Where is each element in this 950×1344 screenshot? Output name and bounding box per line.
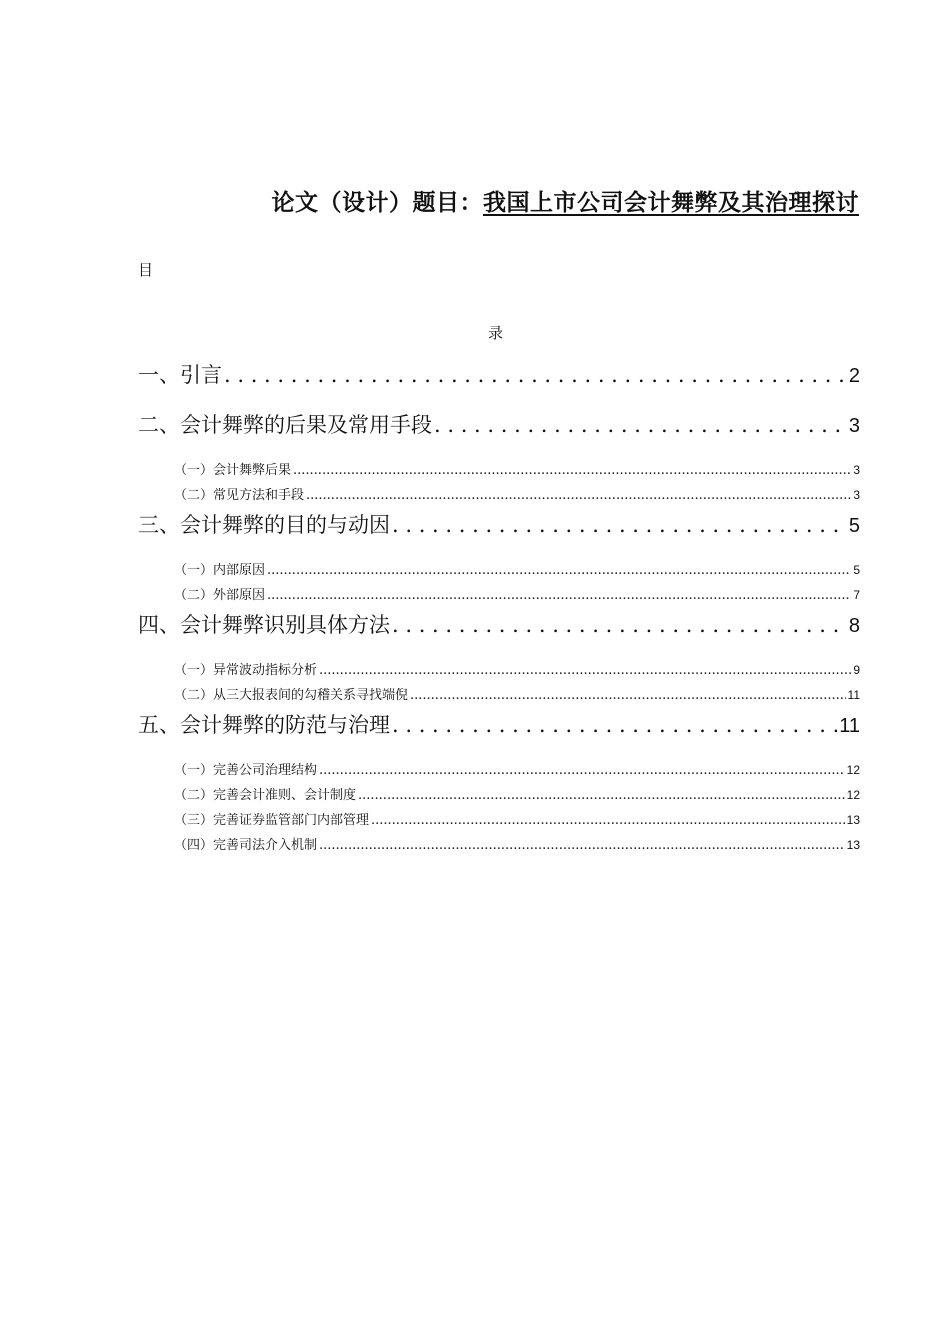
thesis-title-label: 论文（设计）题目： [271,189,483,216]
thesis-title [272,184,860,217]
toc-entry-page: 5 [848,515,860,537]
toc-dot-leader [293,461,851,481]
toc-entry-page: 9 [853,663,860,677]
toc-dot-leader [392,510,847,540]
toc-entry-section[interactable] [138,785,860,810]
toc-entry-page: 11 [847,688,860,702]
toc-entry-page: 7 [853,588,860,602]
toc-entry-chapter[interactable] [138,610,860,660]
toc-entry-text: 三、会计舞弊的目的与动因 [138,513,390,537]
table-of-contents [138,360,860,860]
toc-entry-page: 13 [846,813,860,827]
toc-entry-section[interactable] [138,685,860,710]
toc-entry-section[interactable] [138,835,860,860]
toc-entry-section[interactable] [138,460,860,485]
toc-entry-text: 一、引言 [138,363,222,387]
toc-entry-page: 12 [846,763,860,777]
toc-entry-section[interactable] [138,660,860,685]
toc-entry-section[interactable] [138,760,860,785]
toc-entry-text: 四、会计舞弊识别具体方法 [138,613,390,637]
toc-entry-text: （一）会计舞弊后果 [174,463,292,478]
toc-entry-text: （四）完善司法介入机制 [174,838,318,853]
toc-entry-section[interactable] [138,810,860,835]
toc-entry-page: 2 [848,365,860,387]
toc-dot-leader [358,786,845,806]
toc-dot-leader [392,710,837,740]
toc-entry-section[interactable] [138,485,860,510]
toc-dot-leader [319,836,845,856]
thesis-title-value: 我国上市公司会计舞弊及其治理探讨 [483,189,859,216]
toc-entry-chapter[interactable] [138,410,860,460]
toc-entry-text: （二）完善会计准则、会计制度 [174,788,357,803]
toc-entry-text: （一）完善公司治理结构 [174,763,318,778]
toc-entry-page: 13 [846,838,860,852]
toc-entry-page: 12 [846,788,860,802]
toc-entry-section[interactable] [138,560,860,585]
toc-entry-text: （一）内部原因 [174,563,266,578]
toc-dot-leader [319,761,845,781]
toc-entry-text: （一）异常波动指标分析 [174,663,318,678]
toc-dot-leader [267,586,851,606]
toc-entry-chapter[interactable] [138,360,860,410]
toc-dot-leader [410,686,846,706]
toc-dot-leader [306,486,851,506]
toc-entry-text: （二）常见方法和手段 [174,488,305,503]
toc-dot-leader [267,561,851,581]
toc-entry-text: 五、会计舞弊的防范与治理 [138,713,390,737]
toc-entry-page: 3 [848,415,860,437]
toc-entry-text: （二）外部原因 [174,588,266,603]
toc-entry-page: 3 [853,463,860,477]
toc-entry-page: 8 [848,615,860,637]
toc-dot-leader [434,410,847,440]
toc-dot-leader [371,811,845,831]
toc-dot-leader [392,610,847,640]
toc-entry-page: 3 [853,488,860,502]
toc-entry-text: （二）从三大报表间的勾稽关系寻找端倪 [174,688,409,703]
toc-entry-text: 二、会计舞弊的后果及常用手段 [138,413,432,437]
toc-entry-chapter[interactable] [138,510,860,560]
toc-entry-text: （三）完善证券监管部门内部管理 [174,813,370,828]
toc-entry-chapter[interactable] [138,710,860,760]
toc-entry-page: 5 [853,563,860,577]
toc-entry-section[interactable] [138,585,860,610]
toc-heading-part2: 录 [488,324,504,342]
toc-dot-leader [224,360,847,390]
toc-heading-part1: 目 [138,261,154,279]
toc-entry-page: 11 [839,715,860,737]
toc-dot-leader [319,661,851,681]
